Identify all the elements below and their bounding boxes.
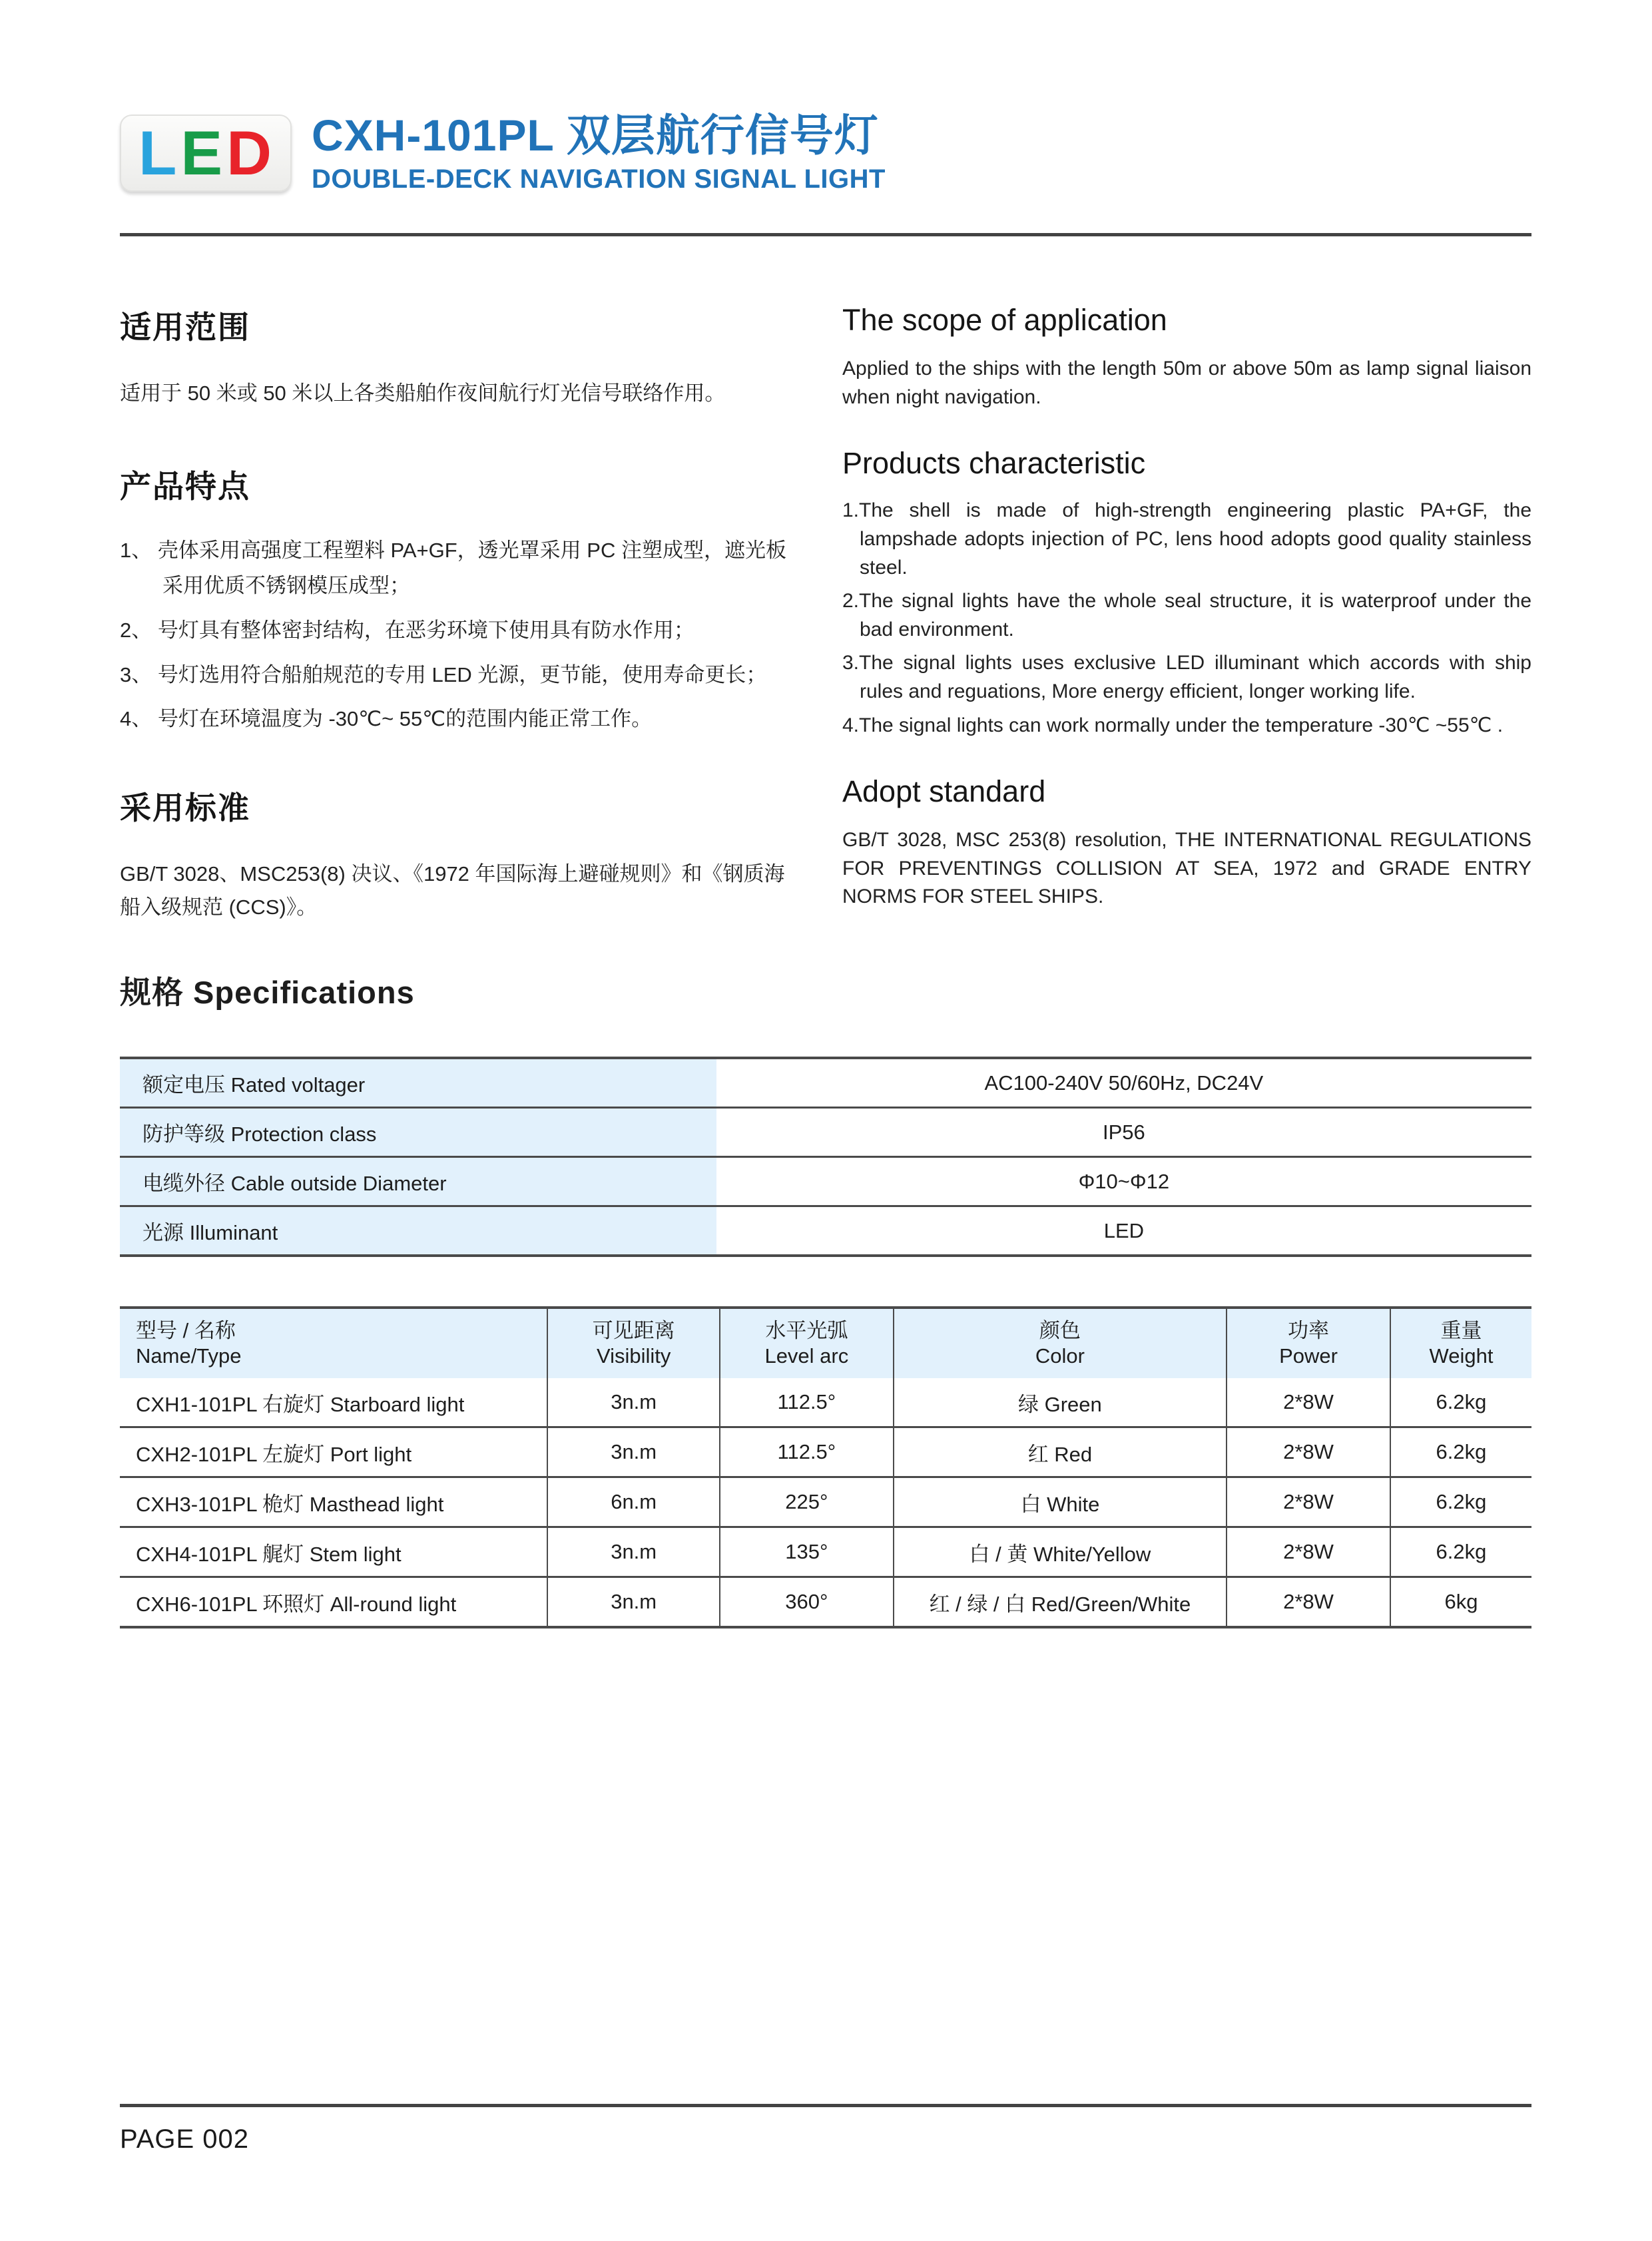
cell-power: 2*8W — [1227, 1427, 1390, 1477]
cell-level-arc: 135° — [720, 1527, 894, 1577]
spec-value: LED — [716, 1206, 1531, 1256]
section-heading-standard-en: Adopt standard — [842, 774, 1046, 809]
cell-visibility: 3n.m — [547, 1577, 720, 1628]
header-en: Visibility — [596, 1344, 671, 1368]
section-heading-scope-en: The scope of application — [842, 303, 1167, 338]
cell-level-arc: 112.5° — [720, 1427, 894, 1477]
cell-visibility: 3n.m — [547, 1527, 720, 1577]
page-header — [120, 0, 1531, 194]
header-rule — [120, 233, 1531, 236]
body-columns — [120, 303, 1531, 924]
cell-visibility: 3n.m — [547, 1427, 720, 1477]
spec-value: AC100-240V 50/60Hz, DC24V — [984, 1071, 1264, 1095]
header-cn: 颜色 — [1039, 1318, 1081, 1342]
cell-weight: 6.2kg — [1390, 1527, 1531, 1577]
standard-body-en: GB/T 3028, MSC 253(8) resolution, THE INTERNATIONAL REGULATIONS FOR PREVENTINGS COLLISION AT SEA, 1972 and GRADE ENTRY NORMS FOR STEEL SHIPS. — [842, 829, 1531, 908]
cell-power: 2*8W — [1227, 1378, 1390, 1427]
spec-row — [120, 1206, 1531, 1256]
header-en: Level arc — [764, 1344, 849, 1368]
cell-power: 2*8W — [1227, 1577, 1390, 1628]
section-heading-features-cn: 产品特点 — [120, 469, 250, 505]
page-footer — [120, 2104, 1531, 2154]
table-row — [120, 1527, 1531, 1577]
cell-name: CXH6-101PL 环照灯 All-round light — [120, 1577, 547, 1628]
spec-value: IP56 — [716, 1108, 1531, 1157]
header-cn: 功率 — [1288, 1318, 1329, 1342]
header-cell-power — [1227, 1308, 1390, 1378]
logo-letter-e: E — [180, 118, 224, 188]
feature-list-en — [842, 497, 1531, 740]
cell-color: 红 / 绿 / 白 Red/Green/White — [894, 1577, 1227, 1628]
feature-item-cn: 3、 号灯选用符合船舶规范的专用 LED 光源，更节能，使用寿命更长； — [120, 662, 767, 686]
cell-weight: 6kg — [1390, 1577, 1531, 1628]
cell-name: CXH2-101PL 左旋灯 Port light — [120, 1427, 547, 1477]
table-row — [120, 1378, 1531, 1427]
product-title-cn: CXH-101PL 双层航行信号灯 — [312, 111, 879, 160]
models-table — [120, 1306, 1531, 1628]
spec-row — [120, 1108, 1531, 1157]
table-row — [120, 1477, 1531, 1527]
cell-weight: 6.2kg — [1390, 1378, 1531, 1427]
logo-letter-l: L — [138, 118, 178, 188]
feature-item-en: 4.The signal lights can work normally under the temperature -30℃ ~55℃ . — [842, 714, 1504, 736]
title-block — [312, 112, 886, 194]
cell-visibility: 6n.m — [547, 1477, 720, 1527]
cell-level-arc: 112.5° — [720, 1378, 894, 1427]
header-cn: 型号 / 名称 — [136, 1318, 236, 1342]
cell-power: 2*8W — [1227, 1527, 1390, 1577]
spec-value: Φ10~Φ12 — [716, 1157, 1531, 1206]
header-cn: 水平光弧 — [765, 1318, 848, 1342]
scope-body-cn: 适用于 50 米或 50 米以上各类船舶作夜间航行灯光信号联络作用。 — [120, 381, 726, 405]
spec-table — [120, 1057, 1531, 1257]
logo-letter-d: D — [226, 118, 273, 188]
header-en: Color — [1035, 1344, 1085, 1368]
models-header-row — [120, 1308, 1531, 1378]
header-cell-name-type — [120, 1308, 547, 1378]
spec-label: 电缆外径 Cable outside Diameter — [120, 1157, 716, 1206]
cell-visibility: 3n.m — [547, 1378, 720, 1427]
feature-item-cn: 1、 壳体采用高强度工程塑料 PA+GF，透光罩采用 PC 注塑成型，遮光板采用优质不锈钢模压成型； — [120, 539, 786, 598]
cell-color: 白 / 黄 White/Yellow — [894, 1527, 1227, 1577]
cell-level-arc: 225° — [720, 1477, 894, 1527]
feature-item-cn: 4、 号灯在环境温度为 -30℃~ 55℃的范围内能正常工作。 — [120, 707, 653, 731]
cell-color: 白 White — [894, 1477, 1227, 1527]
cell-name: CXH4-101PL 艉灯 Stem light — [120, 1527, 547, 1577]
cell-level-arc: 360° — [720, 1577, 894, 1628]
product-title-en: DOUBLE-DECK NAVIGATION SIGNAL LIGHT — [312, 164, 886, 194]
header-cell-visibility — [547, 1308, 720, 1378]
table-row — [120, 1577, 1531, 1628]
header-cn: 重量 — [1440, 1318, 1482, 1342]
feature-item-en: 3.The signal lights uses exclusive LED illuminant which accords with ship rules and reguations, More energy efficient, longer working life. — [842, 652, 1531, 703]
feature-item-cn: 2、 号灯具有整体密封结构，在恶劣环境下使用具有防水作用； — [120, 618, 694, 642]
page-number: PAGE 002 — [120, 2124, 250, 2154]
table-row — [120, 1427, 1531, 1477]
header-cell-color — [894, 1308, 1227, 1378]
header-en: Weight — [1429, 1344, 1494, 1368]
cell-name: CXH3-101PL 桅灯 Masthead light — [120, 1477, 547, 1527]
spec-label: 光源 Illuminant — [120, 1206, 716, 1256]
header-en: Power — [1279, 1344, 1338, 1368]
footer-rule — [120, 2104, 1531, 2107]
header-cn: 可见距离 — [592, 1318, 675, 1342]
header-cell-level-arc — [720, 1308, 894, 1378]
cell-weight: 6.2kg — [1390, 1477, 1531, 1527]
feature-list-cn — [120, 533, 800, 736]
cell-name: CXH1-101PL 右旋灯 Starboard light — [136, 1392, 465, 1416]
spec-row — [120, 1157, 1531, 1206]
spec-label: 防护等级 Protection class — [120, 1108, 716, 1157]
section-heading-specifications: 规格 Specifications — [120, 975, 415, 1011]
spec-row — [120, 1058, 1531, 1108]
feature-item-en: 2.The signal lights have the whole seal structure, it is waterproof under the bad environment. — [842, 590, 1531, 640]
section-heading-features-en: Products characteristic — [842, 446, 1146, 481]
cell-power: 2*8W — [1227, 1477, 1390, 1527]
section-heading-standard-cn: 采用标准 — [120, 790, 250, 826]
column-english — [842, 303, 1531, 924]
scope-body-en: Applied to the ships with the length 50m or above 50m as lamp signal liaison when night navigation. — [842, 358, 1531, 408]
spec-label: 额定电压 Rated voltager — [120, 1058, 716, 1108]
cell-color: 红 Red — [894, 1427, 1227, 1477]
standard-body-cn: GB/T 3028、MSC253(8) 决议、《1972 年国际海上避碰规则》和《钢质海船入级规范 (CCS)》。 — [120, 862, 785, 919]
header-cell-weight — [1390, 1308, 1531, 1378]
column-chinese — [120, 303, 800, 924]
header-en: Name/Type — [136, 1344, 242, 1368]
feature-item-en: 1.The shell is made of high-strength engineering plastic PA+GF, the lampshade adopts injection of PC, lens hood adopts good quality stainless steel. — [842, 499, 1531, 579]
led-logo — [120, 115, 292, 192]
cell-color: 绿 Green — [894, 1378, 1227, 1427]
cell-weight: 6.2kg — [1390, 1427, 1531, 1477]
section-heading-scope-cn: 适用范围 — [120, 310, 250, 346]
